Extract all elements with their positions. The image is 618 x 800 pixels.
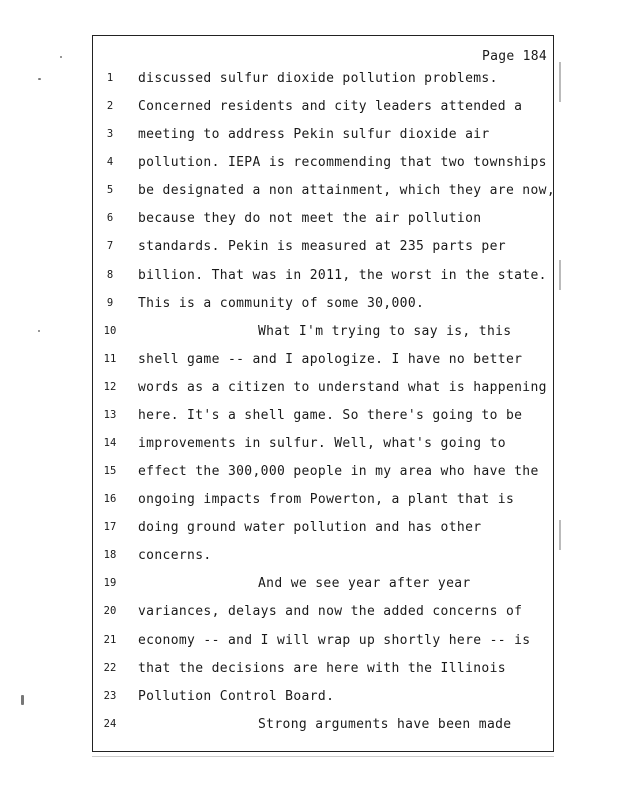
line-text: Pollution Control Board. — [138, 688, 335, 704]
bottom-rule — [92, 756, 554, 757]
line-number: 23 — [103, 689, 117, 702]
scan-speck — [60, 56, 62, 58]
line-number: 17 — [103, 521, 117, 534]
line-number: 2 — [106, 100, 114, 113]
line-text: shell game -- and I apologize. I have no better — [138, 351, 523, 367]
line-text: doing ground water pollution and has other — [138, 520, 482, 536]
line-text: discussed sulfur dioxide pollution problems. — [138, 71, 498, 86]
transcript-line — [93, 349, 553, 377]
line-number: 6 — [106, 212, 114, 225]
line-text: improvements in sulfur. Well, what's going to — [138, 436, 506, 452]
line-text: here. It's a shell game. So there's going to be — [138, 407, 523, 423]
line-text: be designated a non attainment, which they are now, — [138, 183, 556, 199]
transcript-line — [93, 405, 553, 433]
line-number: 21 — [103, 633, 117, 646]
line-number: 8 — [106, 268, 114, 281]
line-text: effect the 300,000 people in my area who have the — [138, 464, 539, 480]
line-number: 10 — [103, 324, 117, 337]
line-text: What I'm trying to say is, this — [258, 323, 512, 339]
line-number: 20 — [103, 605, 117, 618]
line-number: 4 — [106, 156, 114, 169]
line-number: 16 — [103, 493, 117, 506]
transcript-line — [93, 265, 553, 293]
line-number: 9 — [106, 296, 114, 309]
line-text: because they do not meet the air pollution — [138, 211, 482, 227]
scan-edge-mark — [559, 62, 561, 102]
transcript-line — [93, 208, 553, 236]
line-number: 15 — [103, 465, 117, 478]
line-text: variances, delays and now the added concerns of — [138, 604, 523, 620]
line-text: standards. Pekin is measured at 235 parts per — [138, 239, 506, 255]
scan-speck — [38, 330, 40, 332]
transcript-line — [93, 658, 553, 686]
transcript-line — [93, 517, 553, 545]
page-number: Page 184 — [481, 49, 547, 64]
line-text: Strong arguments have been made — [258, 716, 512, 732]
transcript-line — [93, 377, 553, 405]
line-text: pollution. IEPA is recommending that two townships — [138, 155, 547, 171]
line-number: 12 — [103, 380, 117, 393]
transcript-lines — [93, 68, 556, 742]
line-text: ongoing impacts from Powerton, a plant that is — [138, 492, 515, 508]
transcript-line — [93, 68, 553, 96]
line-text: billion. That was in 2011, the worst in the state. — [138, 267, 547, 283]
line-number: 5 — [106, 184, 114, 197]
scan-edge-mark — [559, 520, 561, 550]
line-text: that the decisions are here with the Illinois — [138, 660, 506, 676]
transcript-line — [93, 601, 553, 629]
transcript-line — [93, 152, 553, 180]
transcript-line — [93, 545, 553, 573]
transcript-line — [93, 714, 553, 742]
transcript-line — [93, 433, 553, 461]
transcript-line — [93, 180, 556, 208]
line-number: 1 — [106, 72, 114, 84]
scan-speck — [38, 78, 41, 80]
line-number: 13 — [103, 408, 117, 421]
line-number: 22 — [103, 661, 117, 674]
line-number: 3 — [106, 128, 114, 141]
transcript-line — [93, 686, 553, 714]
transcript-line — [93, 96, 553, 124]
transcript-line — [93, 293, 553, 321]
line-text: words as a citizen to understand what is happening — [138, 379, 547, 395]
line-text: This is a community of some 30,000. — [138, 295, 425, 311]
line-number: 7 — [106, 240, 114, 253]
transcript-line — [93, 461, 553, 489]
scan-edge-mark — [559, 260, 561, 290]
transcript-line — [93, 573, 553, 601]
line-number: 18 — [103, 549, 117, 562]
transcript-line — [93, 124, 553, 152]
line-text: meeting to address Pekin sulfur dioxide air — [138, 127, 490, 143]
line-text: And we see year after year — [258, 576, 471, 592]
transcript-page — [92, 35, 554, 752]
transcript-line — [93, 321, 553, 349]
scan-speck — [21, 695, 24, 705]
line-text: Concerned residents and city leaders attended a — [138, 99, 523, 115]
transcript-line — [93, 236, 553, 264]
line-number: 11 — [103, 352, 117, 365]
line-number: 19 — [103, 577, 117, 590]
line-text: concerns. — [138, 548, 212, 564]
transcript-line — [93, 489, 553, 517]
line-text: economy -- and I will wrap up shortly here -- is — [138, 632, 531, 648]
transcript-line — [93, 630, 553, 658]
line-number: 14 — [103, 437, 117, 450]
line-number: 24 — [103, 717, 117, 730]
